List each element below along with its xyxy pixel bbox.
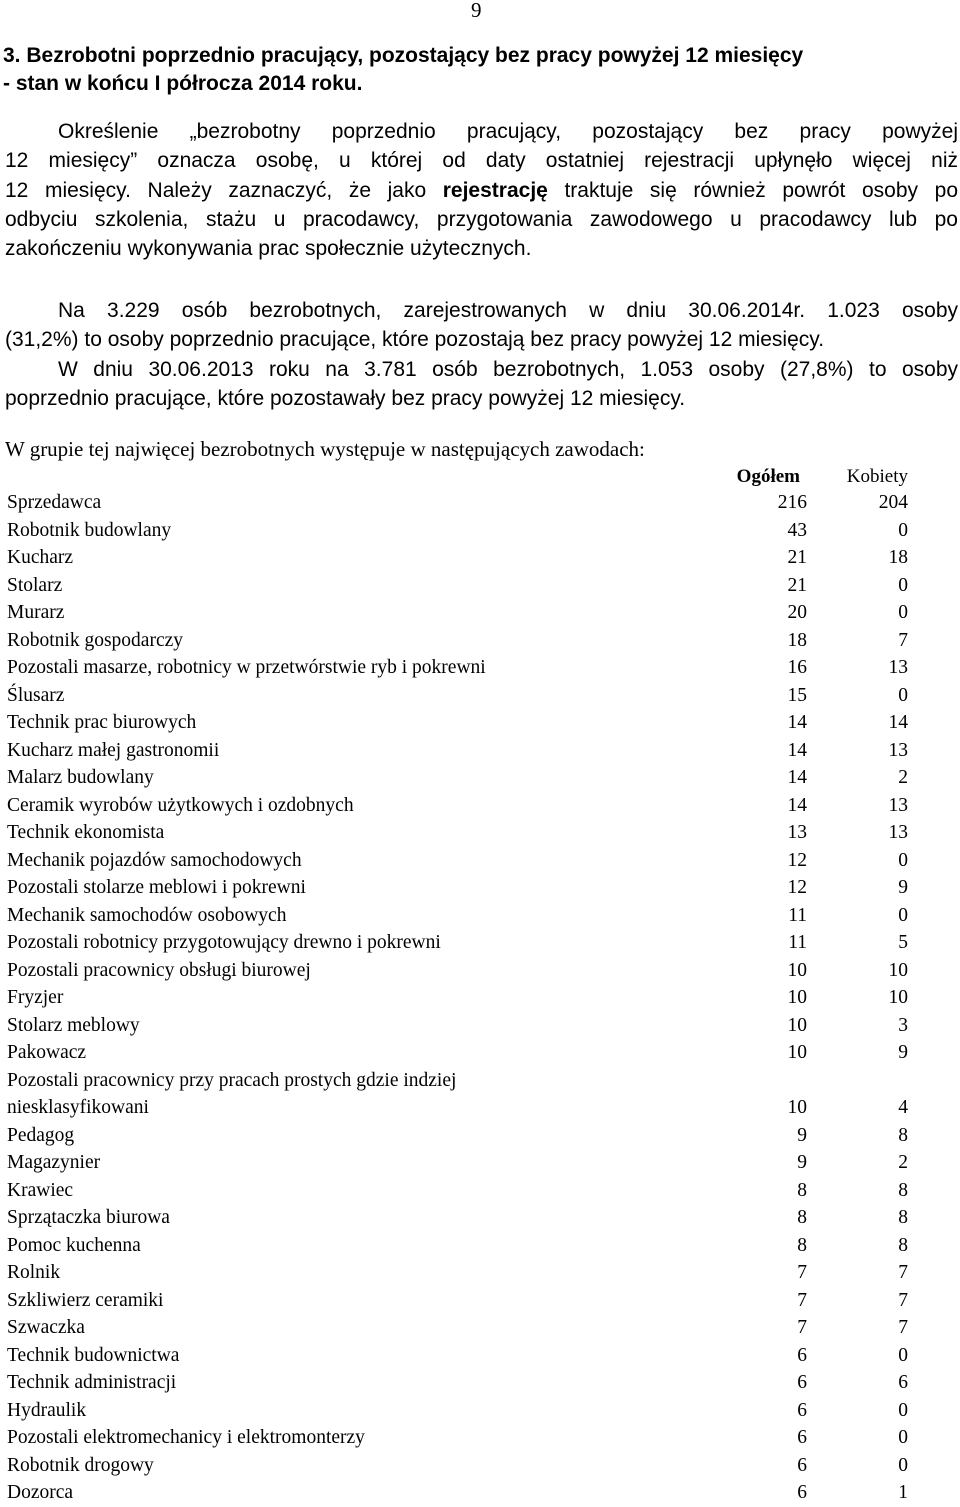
definition-paragraph (5, 117, 958, 263)
women-count: 14 (888, 712, 908, 733)
definition-line: Określenie „bezrobotny poprzednio pracujący, pozostający bez pracy powyżej (58, 120, 958, 143)
stats-line: poprzednio pracujące, które pozostawały bez pracy powyżej 12 miesięcy. (5, 386, 686, 410)
occupation-name: Szwaczka (7, 1317, 85, 1338)
stats-line: (31,2%) to osoby poprzednio pracujące, które pozostają bez pracy powyżej 12 miesięcy. (5, 328, 825, 352)
women-count: 0 (898, 1454, 908, 1476)
total-count: 10 (787, 1097, 807, 1118)
total-count: 43 (787, 519, 807, 541)
women-count: 13 (888, 822, 908, 843)
table-row (7, 1122, 960, 1150)
women-count: 10 (888, 987, 908, 1008)
total-count: 16 (787, 657, 807, 678)
table-intro: W grupie tej najwięcej bezrobotnych występuje w następujących zawodach: (5, 437, 645, 461)
women-count: 0 (898, 519, 908, 541)
table-row (7, 847, 960, 875)
occupation-name: Pozostali stolarze meblowi i pokrewni (7, 877, 306, 898)
total-count: 9 (797, 1152, 807, 1173)
table-row (7, 1424, 960, 1452)
total-count: 14 (787, 767, 807, 788)
total-count: 6 (797, 1482, 807, 1503)
table-row (7, 682, 960, 710)
total-count: 7 (797, 1317, 807, 1338)
occupation-name: Kucharz małej gastronomii (7, 739, 220, 761)
table-row (7, 764, 960, 792)
table-row (7, 792, 960, 820)
women-count: 13 (888, 657, 908, 678)
women-count: 7 (898, 1262, 908, 1283)
table-row (7, 1012, 960, 1040)
registration-term: rejestrację (442, 178, 548, 202)
occupation-name: Malarz budowlany (7, 767, 154, 788)
heading-line-2: - stan w końcu I półrocza 2014 roku. (3, 72, 363, 95)
table-row (7, 902, 960, 930)
table-row (7, 1232, 960, 1260)
occupation-name: Technik budownictwa (7, 1344, 180, 1366)
total-count: 6 (797, 1372, 807, 1393)
total-count: 8 (797, 1179, 807, 1201)
table-row (7, 1149, 960, 1177)
total-count: 6 (797, 1454, 807, 1476)
occupation-name: Sprzedawca (7, 492, 102, 513)
occupation-name (7, 1067, 456, 1122)
women-count: 0 (898, 849, 908, 871)
occupation-name: Ślusarz (7, 684, 65, 706)
occupation-name: Sprzątaczka biurowa (7, 1207, 170, 1228)
women-count: 7 (898, 629, 908, 651)
total-count: 8 (797, 1207, 807, 1228)
definition-line: zakończeniu wykonywania prac społecznie użytecznych. (5, 237, 532, 261)
women-count: 0 (898, 1427, 908, 1448)
definition-text: 12 miesięcy. Należy zaznaczyć, że jako (5, 178, 443, 202)
definition-line (5, 176, 958, 205)
table-row (7, 1479, 960, 1507)
women-count: 0 (898, 1399, 908, 1421)
women-count: 7 (898, 1289, 908, 1311)
total-count: 20 (787, 602, 807, 623)
occupation-name: Mechanik samochodów osobowych (7, 904, 287, 926)
occupation-name: Technik ekonomista (7, 822, 165, 843)
occupation-name: Robotnik drogowy (7, 1454, 154, 1476)
women-count: 8 (898, 1124, 908, 1146)
women-count: 5 (898, 932, 908, 953)
occupation-table (7, 489, 960, 1507)
women-count: 10 (888, 959, 908, 981)
women-count: 7 (898, 1317, 908, 1338)
occupation-name-line: Pozostali pracownicy przy pracach prostych gdzie indziej (7, 1069, 457, 1091)
occupation-name: Krawiec (7, 1179, 74, 1201)
occupation-name-line: niesklasyfikowani (7, 1097, 149, 1118)
table-row (7, 572, 960, 600)
women-count: 6 (898, 1372, 908, 1393)
table-row (7, 1259, 960, 1287)
women-count: 13 (888, 739, 908, 761)
total-count: 14 (787, 739, 807, 761)
heading-line-1: 3. Bezrobotni poprzednio pracujący, pozostający bez pracy powyżej 12 miesięcy (3, 44, 804, 67)
occupation-name: Stolarz (7, 574, 63, 596)
total-count: 7 (797, 1262, 807, 1283)
total-count: 14 (787, 712, 807, 733)
total-count: 6 (797, 1427, 807, 1448)
women-count: 0 (898, 574, 908, 596)
table-row (7, 627, 960, 655)
column-header-total: Ogółem (736, 466, 800, 487)
occupation-name: Robotnik budowlany (7, 519, 172, 541)
table-row (7, 709, 960, 737)
total-count: 9 (797, 1124, 807, 1146)
total-count: 13 (787, 822, 807, 843)
women-count: 204 (878, 492, 908, 513)
women-count: 2 (898, 767, 908, 788)
total-count: 7 (797, 1289, 807, 1311)
table-row (7, 1067, 960, 1122)
women-count: 13 (888, 794, 908, 816)
occupation-name: Pozostali pracownicy obsługi biurowej (7, 959, 311, 981)
total-count: 6 (797, 1399, 807, 1421)
stats-line: Na 3.229 osób bezrobotnych, zarejestrowanych w dniu 30.06.2014r. 1.023 osoby (58, 299, 958, 322)
total-count: 14 (787, 794, 807, 816)
total-count: 8 (797, 1234, 807, 1256)
occupation-name: Pozostali masarze, robotnicy w przetwórstwie ryb i pokrewni (7, 657, 486, 678)
women-count: 1 (898, 1482, 908, 1503)
table-row (7, 599, 960, 627)
total-count: 11 (788, 932, 807, 953)
occupation-name: Magazynier (7, 1152, 101, 1173)
total-count: 10 (787, 959, 807, 981)
total-count: 10 (787, 1042, 807, 1063)
total-count: 12 (787, 849, 807, 871)
total-count: 18 (787, 629, 807, 651)
page-number: 9 (471, 0, 482, 22)
occupation-name: Szkliwierz ceramiki (7, 1289, 164, 1311)
definition-line: odbyciu szkolenia, stażu u pracodawcy, przygotowania zawodowego u pracodawcy lub po (5, 207, 958, 231)
total-count: 6 (797, 1344, 807, 1366)
occupation-name: Dozorca (7, 1482, 74, 1503)
women-count: 4 (898, 1097, 908, 1118)
women-count: 0 (898, 1344, 908, 1366)
table-row (7, 654, 960, 682)
occupation-name: Pomoc kuchenna (7, 1234, 141, 1256)
table-row (7, 819, 960, 847)
occupation-name: Ceramik wyrobów użytkowych i ozdobnych (7, 794, 354, 816)
women-count: 9 (898, 1042, 908, 1063)
women-count: 0 (898, 602, 908, 623)
occupation-name: Pozostali elektromechanicy i elektromonterzy (7, 1427, 365, 1448)
occupation-name: Fryzjer (7, 987, 64, 1008)
occupation-name: Pedagog (7, 1124, 75, 1146)
table-row (7, 517, 960, 545)
table-row (7, 1314, 960, 1342)
occupation-name: Kucharz (7, 547, 74, 568)
table-row (7, 984, 960, 1012)
table-row (7, 1177, 960, 1205)
table-row (7, 1452, 960, 1480)
total-count: 21 (787, 574, 807, 596)
occupation-name: Mechanik pojazdów samochodowych (7, 849, 302, 871)
occupation-name: Stolarz meblowy (7, 1014, 140, 1036)
women-count: 18 (888, 547, 908, 568)
women-count: 3 (898, 1014, 908, 1036)
table-row (7, 489, 960, 517)
total-count: 10 (787, 1014, 807, 1036)
occupation-name: Murarz (7, 602, 65, 623)
table-row (7, 1369, 960, 1397)
total-count: 12 (787, 877, 807, 898)
occupation-name: Hydraulik (7, 1399, 87, 1421)
women-count: 9 (898, 877, 908, 898)
table-row (7, 737, 960, 765)
total-count: 11 (788, 904, 807, 926)
statistics-paragraph (5, 296, 958, 413)
occupation-name: Rolnik (7, 1262, 61, 1283)
definition-line: 12 miesięcy” oznacza osobę, u której od daty ostatniej rejestracji upłynęło więcej niż (5, 149, 958, 173)
section-heading (3, 42, 958, 98)
women-count: 8 (898, 1234, 908, 1256)
table-row (7, 929, 960, 957)
women-count: 2 (898, 1152, 908, 1173)
table-row (7, 1287, 960, 1315)
women-count: 8 (898, 1207, 908, 1228)
occupation-name: Technik prac biurowych (7, 712, 197, 733)
column-header-women: Kobiety (846, 466, 908, 487)
definition-text: traktuje się również powrót osoby po (547, 178, 958, 202)
total-count: 15 (787, 684, 807, 706)
table-row (7, 1039, 960, 1067)
women-count: 8 (898, 1179, 908, 1201)
occupation-name: Technik administracji (7, 1372, 177, 1393)
total-count: 21 (787, 547, 807, 568)
women-count: 0 (898, 684, 908, 706)
occupation-name: Robotnik gospodarczy (7, 629, 184, 651)
table-row (7, 1397, 960, 1425)
total-count: 216 (777, 492, 807, 513)
table-row (7, 1204, 960, 1232)
women-count: 0 (898, 904, 908, 926)
table-row (7, 1342, 960, 1370)
stats-line: W dniu 30.06.2013 roku na 3.781 osób bezrobotnych, 1.053 osoby (27,8%) to osoby (58, 357, 958, 381)
table-row (7, 874, 960, 902)
occupation-name: Pakowacz (7, 1042, 87, 1063)
total-count: 10 (787, 987, 807, 1008)
occupation-name: Pozostali robotnicy przygotowujący drewno i pokrewni (7, 932, 441, 953)
table-row (7, 544, 960, 572)
table-row (7, 957, 960, 985)
